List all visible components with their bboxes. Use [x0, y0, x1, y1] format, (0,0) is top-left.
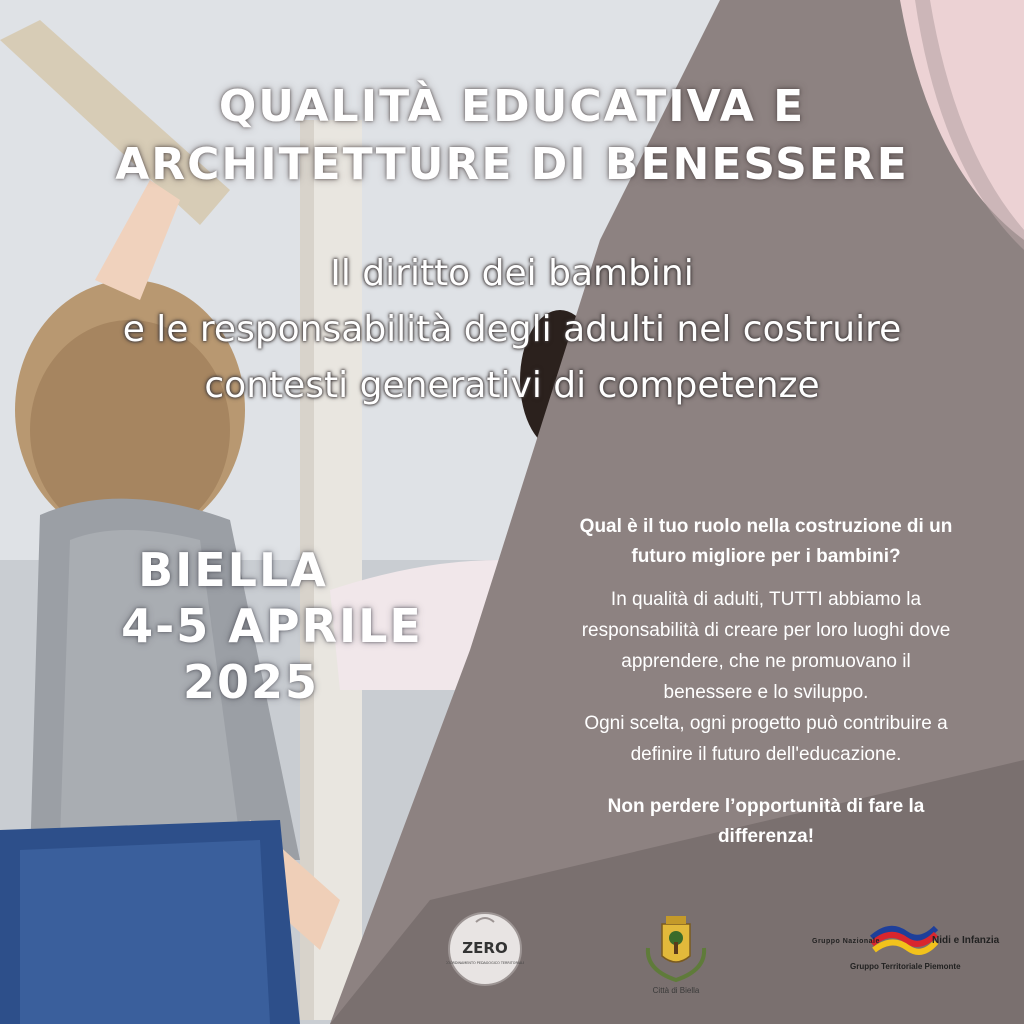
- question-line-2: futuro migliore per i bambini?: [631, 546, 901, 567]
- zero-logo-name: ZERO: [462, 939, 508, 957]
- zero-logo: [446, 910, 524, 988]
- paragraph-line-2: responsabilità di creare per loro luoghi dove: [581, 620, 951, 641]
- event-year: 2025: [182, 655, 320, 709]
- nidi-name: Nidi e Infanzia: [932, 935, 1000, 946]
- event-city: BIELLA: [138, 543, 328, 597]
- subtitle-line-1: Il diritto dei bambini: [330, 253, 694, 294]
- subtitle-line-3: contesti generativi di competenze: [204, 365, 820, 406]
- cta-line-2: differenza!: [717, 826, 815, 847]
- paragraph-line-3: apprendere, che ne promuovano il: [621, 651, 911, 672]
- paragraph-line-5: Ogni scelta, ogni progetto può contribuire a: [584, 713, 948, 734]
- paragraph-line-4: benessere e lo sviluppo.: [663, 682, 869, 703]
- event-dates: 4-5 APRILE: [121, 599, 423, 653]
- description-block: [528, 512, 1004, 852]
- subtitle-line-2: e le responsabilità degli adulti nel costruire: [122, 309, 902, 350]
- crest-icon: [636, 908, 716, 984]
- zero-logo-tagline: COORDINAMENTO PEDAGOGICO TERRITORIALE: [446, 961, 524, 965]
- paragraph-line-1: In qualità di adulti, TUTTI abbiamo la: [610, 589, 922, 610]
- zero-logo-icon: [446, 910, 524, 988]
- event-info: [66, 542, 466, 710]
- nidi-prefix: Gruppo Nazionale: [812, 938, 880, 945]
- paragraph-line-6: definire il futuro dell'educazione.: [630, 744, 902, 765]
- biella-caption: Città di Biella: [652, 986, 700, 995]
- poster-title: [0, 78, 1024, 194]
- nidi-logo: [808, 920, 1008, 980]
- title-line-2: ARCHITETTURE DI BENESSERE: [115, 139, 909, 190]
- paragraph-text: [528, 584, 1004, 770]
- title-line-1: QUALITÀ EDUCATIVA E: [218, 81, 806, 132]
- cta-line-1: Non perdere l’opportunità di fare la: [607, 796, 925, 817]
- poster-subtitle: [0, 246, 1024, 414]
- biella-logo: [636, 908, 716, 1000]
- nidi-subtitle: Gruppo Territoriale Piemonte: [850, 962, 961, 971]
- logo-bar: [0, 900, 1024, 1010]
- question-text: [528, 512, 1004, 572]
- call-to-action: [528, 792, 1004, 852]
- ribbon-logo-icon: [870, 920, 940, 964]
- question-line-1: Qual è il tuo ruolo nella costruzione di un: [579, 516, 953, 537]
